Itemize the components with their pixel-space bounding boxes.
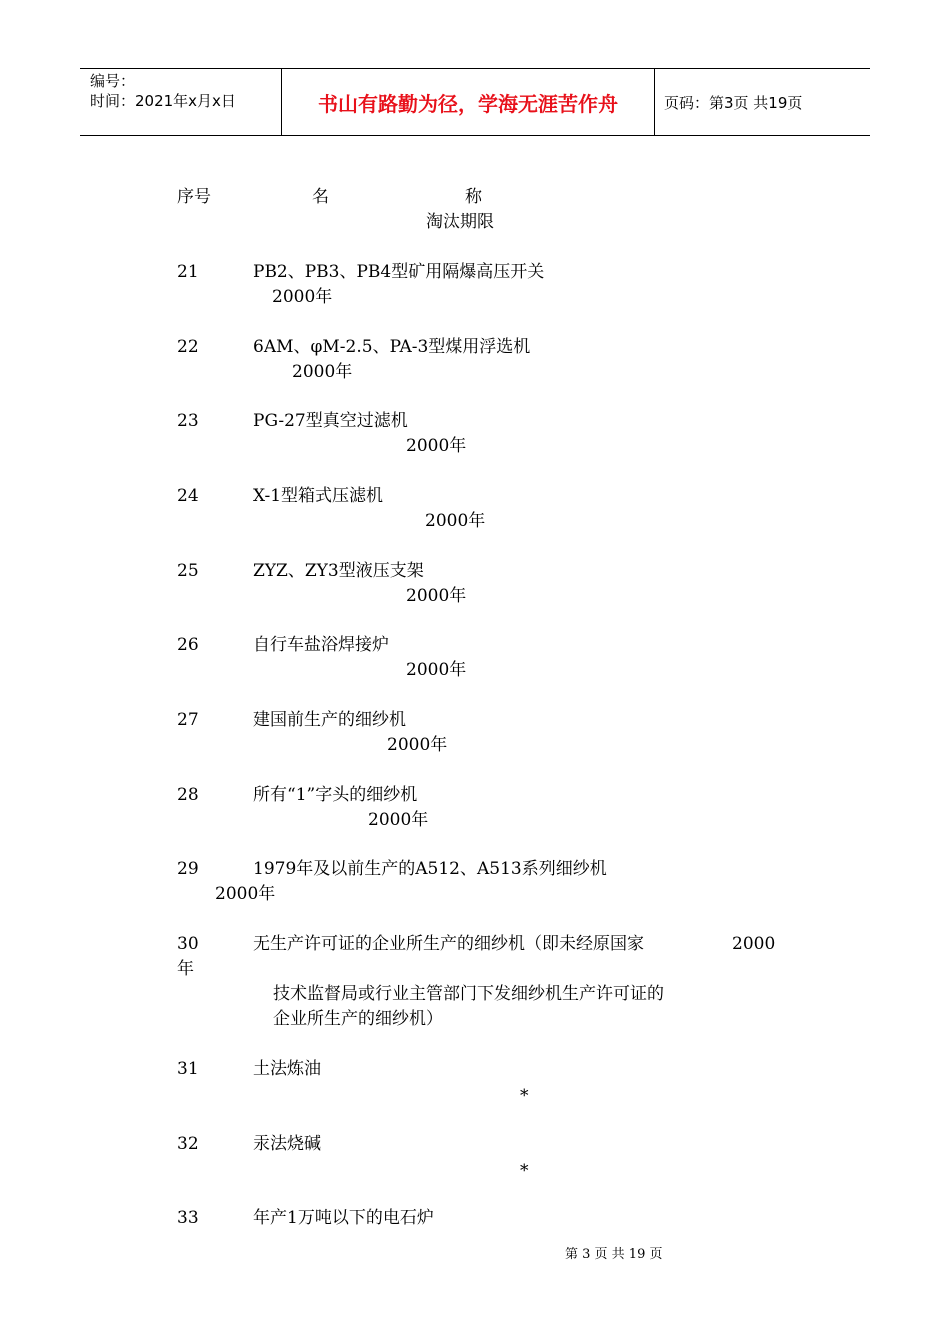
- row-number: 28: [177, 785, 199, 805]
- row-number: 22: [177, 337, 199, 357]
- column-name-heading-char1: 名: [312, 187, 329, 207]
- row-deadline-number: 2000: [732, 934, 776, 954]
- row-name-continued: 企业所生产的细纱机）: [273, 1009, 443, 1029]
- row-deadline: 2000年: [406, 436, 467, 456]
- row-name: 汞法烧碱: [253, 1134, 321, 1154]
- time-label: 时间：2021年x月x日: [90, 92, 236, 110]
- row-deadline: *: [520, 1086, 529, 1106]
- column-name-heading-char2: 称: [465, 187, 482, 207]
- column-deadline-heading: 淘汰期限: [426, 212, 494, 232]
- row-name: 土法炼油: [253, 1059, 321, 1079]
- row-deadline: 2000年: [292, 362, 353, 382]
- header-meta: [90, 71, 236, 111]
- row-number: 21: [177, 262, 199, 282]
- row-name: 1979年及以前生产的A512、A513系列细纱机: [253, 859, 607, 879]
- row-number: 27: [177, 710, 199, 730]
- row-name: X-1型箱式压滤机: [253, 486, 384, 506]
- row-number: 30: [177, 934, 199, 954]
- row-number: 24: [177, 486, 199, 506]
- row-name: ZYZ、ZY3型液压支架: [253, 561, 424, 581]
- row-deadline: 2000年: [368, 810, 429, 830]
- row-deadline: 2000年: [387, 735, 448, 755]
- row-name: 6AM、φM-2.5、PA-3型煤用浮选机: [253, 337, 531, 357]
- row-deadline: 2000年: [425, 511, 486, 531]
- row-number: 32: [177, 1134, 199, 1154]
- row-number: 29: [177, 859, 199, 879]
- column-seq-heading: 序号: [177, 187, 211, 207]
- row-number: 26: [177, 635, 199, 655]
- number-label: 编号：: [90, 72, 136, 90]
- row-number: 23: [177, 411, 199, 431]
- row-number: 31: [177, 1059, 199, 1079]
- row-deadline: 2000年: [406, 660, 467, 680]
- page-footer: 第 3 页 共 19 页: [565, 1247, 663, 1262]
- row-deadline: 2000年: [272, 287, 333, 307]
- row-name: 年产1万吨以下的电石炉: [253, 1208, 434, 1228]
- row-name: PG-27型真空过滤机: [253, 411, 408, 431]
- motto: 书山有路勤为径，学海无涯苦作舟: [318, 91, 618, 116]
- row-number: 25: [177, 561, 199, 581]
- row-name: 无生产许可证的企业所生产的细纱机（即未经原国家: [253, 934, 644, 954]
- header-divider: [654, 69, 655, 135]
- page-label: 页码：第3页 共19页: [664, 94, 803, 112]
- page-header: [80, 68, 870, 136]
- row-deadline: 2000年: [406, 586, 467, 606]
- row-name: PB2、PB3、PB4型矿用隔爆高压开关: [253, 262, 545, 282]
- row-number: 33: [177, 1208, 199, 1228]
- row-name: 所有“1”字头的细纱机: [253, 785, 418, 805]
- row-deadline: 2000年: [215, 884, 276, 904]
- row-name: 自行车盐浴焊接炉: [253, 635, 389, 655]
- row-deadline: *: [520, 1161, 529, 1181]
- row-name-continued: 技术监督局或行业主管部门下发细纱机生产许可证的: [273, 984, 664, 1004]
- row-deadline-unit: 年: [177, 959, 194, 979]
- row-name: 建国前生产的细纱机: [253, 710, 406, 730]
